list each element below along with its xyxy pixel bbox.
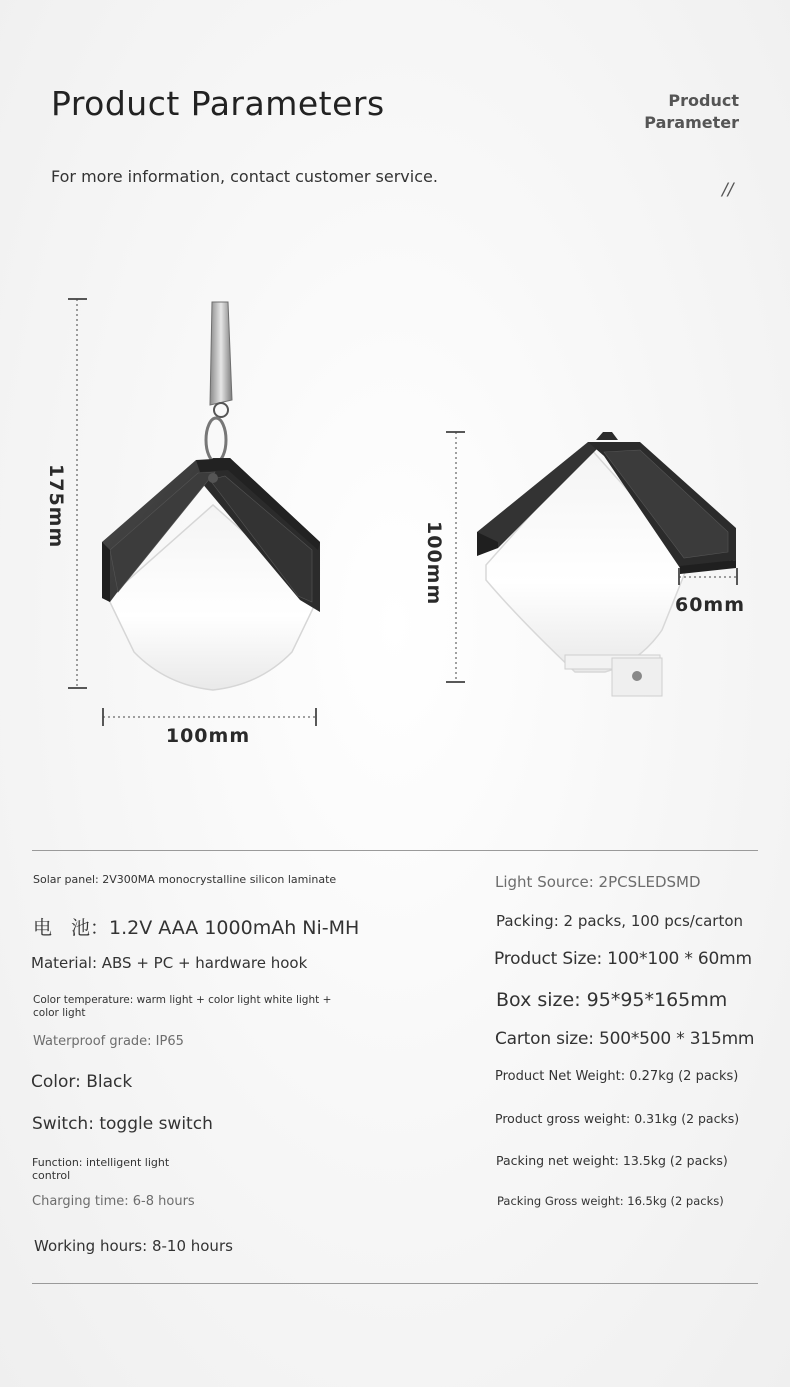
spec-material: Material: ABS + PC + hardware hook	[31, 954, 308, 972]
spec-light-source: Light Source: 2PCSLEDSMD	[495, 873, 701, 891]
divider-bottom	[32, 1283, 758, 1284]
slash-mark: //	[722, 180, 734, 200]
spec-charging-time: Charging time: 6-8 hours	[32, 1194, 195, 1209]
spec-solar-panel: Solar panel: 2V300MA monocrystalline silicon laminate	[33, 873, 337, 886]
wall-lamp-side-view	[477, 432, 736, 696]
dim-label-60mm: 60mm	[674, 594, 746, 616]
height-dimension-right	[423, 432, 465, 682]
spec-packing-gross-weight: Packing Gross weight: 16.5kg (2 packs)	[497, 1194, 724, 1208]
spec-product-size: Product Size: 100*100 * 60mm	[494, 949, 752, 969]
spec-waterproof-grade: Waterproof grade: IP65	[33, 1034, 184, 1049]
spec-carton-size: Carton size: 500*500 * 315mm	[495, 1029, 755, 1049]
product-dimension-figure	[0, 280, 790, 760]
width-dimension-left	[103, 708, 316, 747]
page-subtitle: For more information, contact customer service.	[51, 167, 438, 186]
spec-color-temperature: Color temperature: warm light + color light white light + color light	[33, 994, 332, 1019]
spec-product-net-weight: Product Net Weight: 0.27kg (2 packs)	[495, 1069, 739, 1084]
depth-dimension-right	[675, 568, 745, 616]
hanging-lamp-front-view	[102, 302, 320, 690]
spec-color: Color: Black	[31, 1072, 133, 1092]
spec-box-size: Box size: 95*95*165mm	[496, 989, 728, 1011]
spec-battery: 电 池：1.2V AAA 1000mAh Ni-MH	[33, 917, 360, 939]
dim-label-100mm-height: 100mm	[423, 521, 445, 606]
spec-packing: Packing: 2 packs, 100 pcs/carton	[496, 912, 744, 930]
spec-function: Function: intelligent light control	[32, 1156, 170, 1182]
spec-packing-net-weight: Packing net weight: 13.5kg (2 packs)	[496, 1153, 728, 1168]
dim-label-100mm-width: 100mm	[165, 725, 251, 747]
height-dimension-left	[45, 299, 87, 688]
corner-label-line-1: Product	[668, 91, 739, 110]
divider-top	[32, 850, 758, 851]
header-corner-label	[644, 90, 739, 134]
spec-working-hours: Working hours: 8-10 hours	[34, 1237, 233, 1255]
corner-label-line-2: Parameter	[644, 113, 739, 132]
spec-switch: Switch: toggle switch	[32, 1114, 213, 1134]
dim-label-175mm: 175mm	[45, 464, 67, 549]
page-title: Product Parameters	[51, 84, 385, 123]
spec-product-gross-weight: Product gross weight: 0.31kg (2 packs)	[495, 1111, 740, 1126]
